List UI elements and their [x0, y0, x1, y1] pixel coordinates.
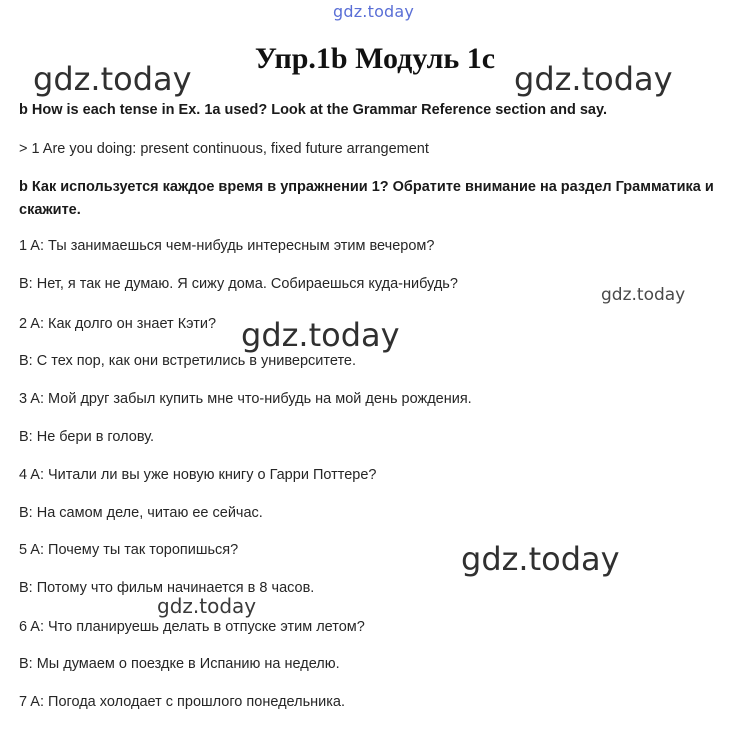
watermark-medium-lower-left: gdz.today	[157, 594, 257, 618]
watermark-small-right: gdz.today	[601, 285, 686, 305]
dialogue-line-4b: B: На самом деле, читаю ее сейчас.	[19, 505, 263, 521]
dialogue-line-2b: B: С тех пор, как они встретились в университете.	[19, 353, 357, 369]
watermark-large-left: gdz.today	[33, 60, 192, 98]
dialogue-line-3b: B: Не бери в голову.	[19, 429, 155, 445]
dialogue-line-3a: 3 A: Мой друг забыл купить мне что-нибудь на мой день рождения.	[19, 391, 472, 407]
dialogue-line-1a: 1 A: Ты занимаешься чем-нибудь интересным этим вечером?	[19, 238, 435, 254]
dialogue-line-1b: B: Нет, я так не думаю. Я сижу дома. Собираешься куда-нибудь?	[19, 276, 458, 292]
dialogue-line-5a: 5 A: Почему ты так торопишься?	[19, 542, 239, 558]
dialogue-line-2a: 2 A: Как долго он знает Кэти?	[19, 316, 217, 332]
watermark-top: gdz.today	[333, 2, 415, 21]
dialogue-line-6a: 6 A: Что планируешь делать в отпуске этим летом?	[19, 619, 365, 635]
watermark-large-right: gdz.today	[514, 60, 673, 98]
dialogue-line-5b: B: Потому что фильм начинается в 8 часов.	[19, 580, 315, 596]
watermark-large-lower-right: gdz.today	[461, 540, 620, 578]
dialogue-line-7a: 7 A: Погода холодает с прошлого понедельника.	[19, 694, 345, 710]
task-russian: b Как используется каждое время в упражнении 1? Обратите внимание на раздел Грамматика и скажите.	[19, 179, 714, 218]
page-title: Упр.1b Модуль 1c	[254, 42, 496, 75]
watermark-large-center: gdz.today	[241, 316, 400, 354]
task-english: b How is each tense in Ex. 1a used? Look at the Grammar Reference section and say.	[19, 102, 607, 118]
dialogue-line-6b: B: Мы думаем о поездке в Испанию на неделю.	[19, 656, 340, 672]
dialogue-line-4a: 4 A: Читали ли вы уже новую книгу о Гарри Поттере?	[19, 467, 377, 483]
example-answer: > 1 Are you doing: present continuous, fixed future arrangement	[19, 141, 429, 157]
